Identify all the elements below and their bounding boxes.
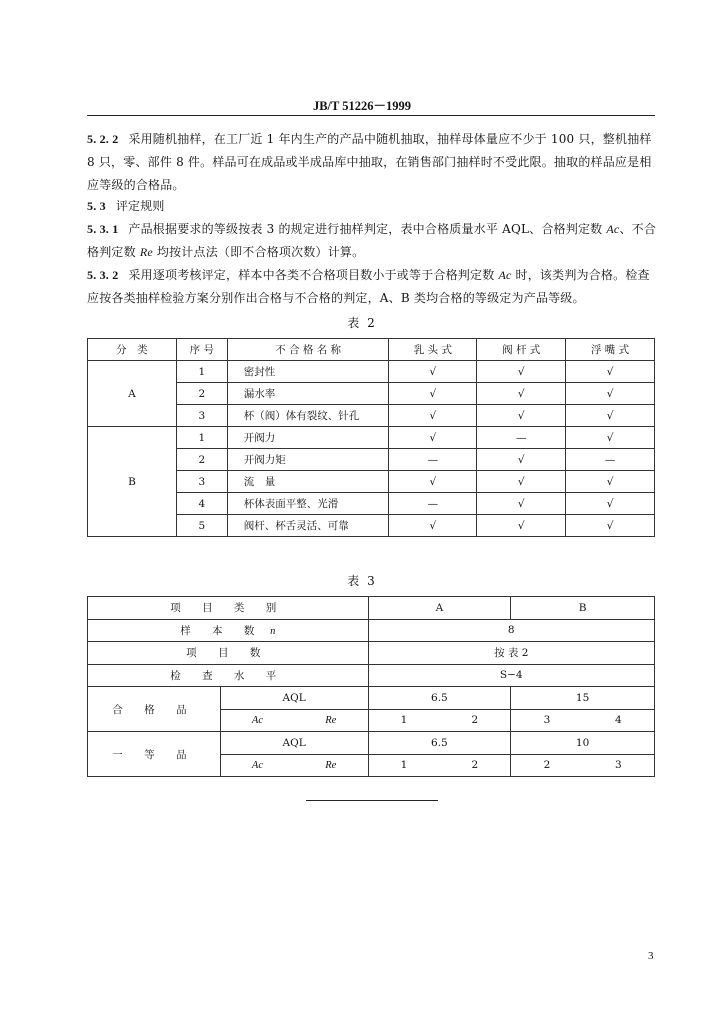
check-mark: √ [566, 405, 655, 427]
check-mark: √ [477, 361, 566, 383]
column-header: 不 合 格 名 称 [227, 339, 389, 361]
check-mark: √ [566, 493, 655, 515]
page-number: 3 [648, 950, 654, 962]
column-header: 序 号 [176, 339, 227, 361]
defect-name: 阀杆、杯舌灵活、可靠 [227, 515, 389, 537]
aql-value-b: 10 [511, 732, 655, 755]
column-header: 乳 头 式 [389, 339, 477, 361]
aql-label: AQL [220, 732, 368, 755]
ac-label: Ac [251, 714, 263, 726]
check-mark: √ [389, 515, 477, 537]
defect-name: 密封性 [227, 361, 389, 383]
aql-value-a: 6.5 [368, 687, 511, 710]
sample-size-label: 样 本 数 [180, 624, 264, 637]
row-number: 2 [176, 383, 227, 405]
item-count-value: 按 表 2 [368, 642, 655, 665]
sample-size-variable: n [270, 625, 276, 637]
ac-value: 1 [400, 714, 408, 727]
grade-label: 合 格 品 [88, 687, 221, 732]
clause-text: 时，该类判为合格。检查应按各类抽样检验方案分别作出合格与不合格的判定，A、B 类均合格的等级定为产品等级。 [87, 268, 650, 305]
re-label: Re [325, 714, 337, 726]
aql-label: AQL [220, 687, 368, 710]
category-cell: A [88, 361, 177, 427]
ac-re-values-b [511, 709, 655, 732]
category-b: B [511, 597, 655, 620]
clause-text: 均按计点法（即不合格项次数）计算。 [152, 245, 365, 259]
row-number: 5 [176, 515, 227, 537]
check-mark: √ [477, 493, 566, 515]
ac-label: Ac [251, 759, 263, 771]
check-mark: — [477, 427, 566, 449]
aql-value-a: 6.5 [368, 732, 511, 755]
table-row [88, 732, 655, 755]
clause-text: 采用逐项考核评定，样本中各类不合格项目数小于或等于合格判定数 [128, 268, 499, 282]
defect-name: 杯体表面平整、光滑 [227, 493, 389, 515]
check-mark: √ [389, 405, 477, 427]
re-value: 2 [471, 714, 479, 727]
check-mark: √ [566, 383, 655, 405]
clause-5-3 [87, 195, 657, 218]
check-mark: √ [477, 471, 566, 493]
re-label: Re [325, 759, 337, 771]
check-mark: √ [389, 427, 477, 449]
category-cell: B [88, 427, 177, 537]
check-mark: √ [566, 361, 655, 383]
aql-value-b: 15 [511, 687, 655, 710]
re-value: 4 [614, 714, 622, 727]
table-row [88, 597, 655, 620]
defect-name: 杯（阀）体有裂纹、针孔 [227, 405, 389, 427]
re-value: 2 [471, 759, 479, 772]
category-label: 项 目 类 别 [88, 597, 369, 620]
table-row [88, 687, 655, 710]
check-mark: √ [477, 383, 566, 405]
check-mark: √ [477, 405, 566, 427]
clause-text: 采用随机抽样，在工厂近 1 年内生产的产品中随机抽取，抽样母体量应不少于 100 只，整机抽样 8 只，零、部件 8 件。样品可在成品或半成品库中抽取，在销售部门抽样时不受此限。抽取的样品应是相应等级的合格品。 [87, 132, 652, 192]
table-row [88, 361, 655, 383]
row-number: 3 [176, 471, 227, 493]
sample-size-value: 8 [368, 619, 655, 642]
check-mark: √ [566, 471, 655, 493]
ac-re-values-b [511, 754, 655, 777]
clause-text: 评定规则 [115, 199, 165, 213]
table-2 [87, 338, 655, 537]
row-number: 4 [176, 493, 227, 515]
table-row [88, 642, 655, 665]
ac-value: 1 [400, 759, 408, 772]
column-header: 阀 杆 式 [477, 339, 566, 361]
re-symbol: Re [139, 245, 153, 259]
clause-text: 、不合格判定数 [87, 222, 657, 259]
clause-5-2-2 [87, 128, 657, 197]
inspection-level-value: S−4 [368, 664, 655, 687]
ac-symbol: Ac [498, 268, 512, 282]
row-number: 3 [176, 405, 227, 427]
column-header: 分 类 [88, 339, 177, 361]
check-mark: √ [477, 515, 566, 537]
check-mark: √ [477, 449, 566, 471]
table-header-row [88, 339, 655, 361]
table-row [88, 664, 655, 687]
check-mark: √ [566, 515, 655, 537]
inspection-level-label: 检 查 水 平 [88, 664, 369, 687]
clause-5-3-2 [87, 264, 657, 310]
table-3 [87, 596, 655, 777]
table2-caption: 表 2 [347, 316, 377, 330]
row-number: 2 [176, 449, 227, 471]
table-row [88, 427, 655, 449]
re-value: 3 [614, 759, 622, 772]
check-mark: — [566, 449, 655, 471]
check-mark: √ [566, 427, 655, 449]
defect-name: 漏水率 [227, 383, 389, 405]
ac-symbol: Ac [606, 222, 620, 236]
clause-5-3-1 [87, 218, 657, 264]
defect-name: 开阀力 [227, 427, 389, 449]
ac-value: 2 [543, 759, 551, 772]
check-mark: √ [389, 383, 477, 405]
column-header: 浮 嘴 式 [566, 339, 655, 361]
clause-text: 产品根据要求的等级按表 3 的规定进行抽样判定，表中合格质量水平 AQL、合格判定数 [128, 222, 607, 236]
grade-label: 一 等 品 [88, 732, 221, 777]
clause-number: 5. 3 [87, 199, 106, 213]
document-code: JB/T 51226－1999 [312, 99, 412, 113]
sample-size-label-cell [88, 619, 369, 642]
ac-value: 3 [543, 714, 551, 727]
ac-re-values-a [368, 754, 511, 777]
check-mark: √ [389, 471, 477, 493]
check-mark: — [389, 493, 477, 515]
row-number: 1 [176, 361, 227, 383]
defect-name: 开阀力矩 [227, 449, 389, 471]
ac-re-label [220, 754, 368, 777]
end-rule [306, 800, 438, 801]
check-mark: — [389, 449, 477, 471]
clause-number: 5. 3. 1 [87, 222, 119, 236]
ac-re-label [220, 709, 368, 732]
category-a: A [368, 597, 511, 620]
clause-number: 5. 2. 2 [87, 132, 119, 146]
clause-number: 5. 3. 2 [87, 268, 119, 282]
table-row [88, 619, 655, 642]
ac-re-values-a [368, 709, 511, 732]
row-number: 1 [176, 427, 227, 449]
check-mark: √ [389, 361, 477, 383]
defect-name: 流 量 [227, 471, 389, 493]
header-rule [87, 115, 655, 116]
item-count-label: 项 目 数 [88, 642, 369, 665]
table3-caption: 表 3 [347, 574, 377, 588]
